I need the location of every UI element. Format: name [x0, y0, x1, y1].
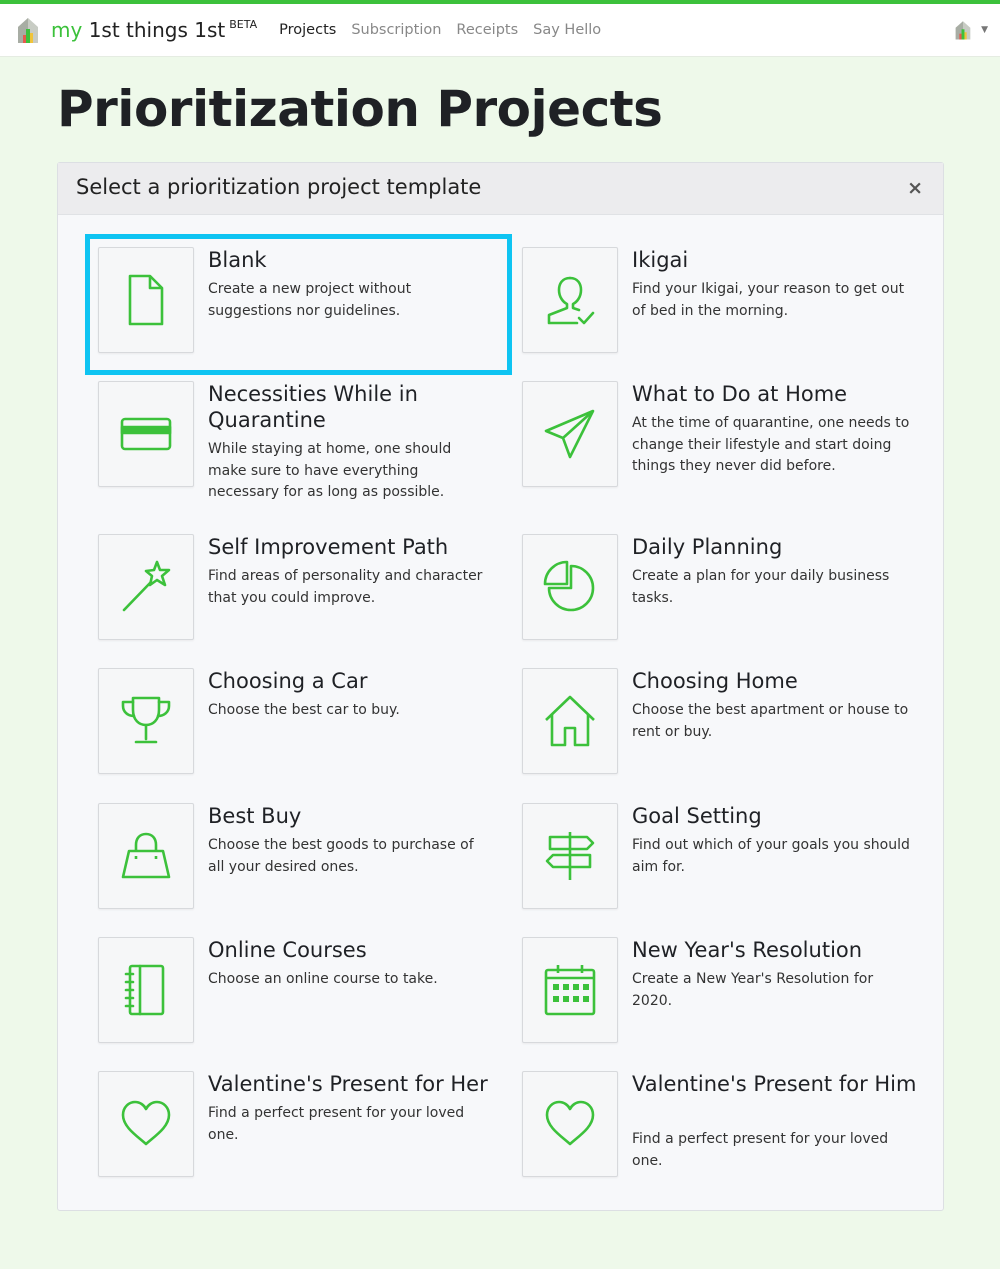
- nav-say-hello[interactable]: Say Hello: [533, 22, 602, 38]
- card-title: Necessities While in Quarantine: [208, 382, 418, 432]
- brand-name: [51, 18, 257, 42]
- brand-my: my: [51, 18, 83, 42]
- template-card-choosing-home[interactable]: [522, 668, 922, 788]
- shopping-bag-icon: [119, 829, 173, 883]
- card-description: At the time of quarantine, one needs to change their lifestyle and start doing things they never did before.: [632, 415, 910, 474]
- close-button[interactable]: ×: [907, 177, 923, 199]
- template-card-necessities[interactable]: [98, 381, 498, 501]
- card-description: Create a New Year's Resolution for 2020.: [632, 971, 874, 1009]
- user-avatar-icon: [953, 19, 973, 41]
- card-description: While staying at home, one should make sure to have everything necessary for as long as possible.: [208, 441, 452, 500]
- user-menu[interactable]: [953, 19, 988, 41]
- template-card-blank[interactable]: [98, 247, 498, 367]
- card-description: Create a plan for your daily business tasks.: [632, 568, 890, 606]
- brand[interactable]: [15, 15, 257, 45]
- icon-box: [98, 1071, 194, 1177]
- template-card-what-to-do-at-home[interactable]: [522, 381, 922, 501]
- icon-box: [98, 937, 194, 1043]
- nav-links: [279, 22, 616, 38]
- template-card-best-buy[interactable]: [98, 803, 498, 923]
- icon-box: [98, 247, 194, 353]
- card-description: Find your Ikigai, your reason to get out of bed in the morning.: [632, 281, 905, 319]
- card-title: Choosing Home: [632, 669, 798, 693]
- template-card-valentines-her[interactable]: [98, 1071, 498, 1191]
- template-card-daily-planning[interactable]: [522, 534, 922, 654]
- template-card-self-improvement[interactable]: [98, 534, 498, 654]
- icon-box: [98, 803, 194, 909]
- nav-projects[interactable]: Projects: [279, 22, 337, 38]
- chevron-down-icon: ▼: [981, 25, 988, 35]
- template-modal: [57, 162, 944, 1211]
- template-card-goal-setting[interactable]: [522, 803, 922, 923]
- pie-chart-icon: [543, 560, 597, 614]
- card-title: New Year's Resolution: [632, 938, 863, 962]
- card-description: Create a new project without suggestions nor guidelines.: [208, 281, 412, 319]
- card-description: Find a perfect present for your loved one.: [208, 1105, 465, 1143]
- card-title: Choosing a Car: [208, 669, 368, 693]
- modal-title: Select a prioritization project template: [76, 175, 482, 199]
- template-card-valentines-him[interactable]: [522, 1071, 922, 1191]
- trophy-icon: [119, 694, 173, 748]
- card-title: Blank: [208, 248, 267, 272]
- notebook-icon: [119, 963, 173, 1017]
- heart-icon: [119, 1097, 173, 1151]
- nav-receipts[interactable]: Receipts: [456, 22, 519, 38]
- brand-logo-icon: [15, 15, 41, 45]
- magic-wand-icon: [119, 560, 173, 614]
- paper-plane-icon: [543, 407, 597, 461]
- card-title: What to Do at Home: [632, 382, 848, 406]
- page-title: Prioritization Projects: [57, 80, 663, 138]
- calendar-icon: [543, 963, 597, 1017]
- card-title: Ikigai: [632, 248, 689, 272]
- card-description: Choose the best car to buy.: [208, 702, 400, 718]
- card-title: Best Buy: [208, 804, 302, 828]
- beta-badge: BETA: [229, 18, 258, 31]
- card-description: Find a perfect present for your loved one.: [632, 1131, 889, 1169]
- template-card-choosing-a-car[interactable]: [98, 668, 498, 788]
- card-title: Daily Planning: [632, 535, 783, 559]
- signpost-icon: [543, 829, 597, 883]
- home-icon: [543, 694, 597, 748]
- navbar: [0, 4, 1000, 57]
- template-card-new-years-resolution[interactable]: [522, 937, 922, 1057]
- icon-box: [98, 668, 194, 774]
- document-icon: [119, 273, 173, 327]
- card-title: Valentine's Present for Her: [208, 1072, 488, 1096]
- icon-box: [522, 803, 618, 909]
- card-description: Find out which of your goals you should aim for.: [632, 837, 910, 875]
- card-description: Choose the best apartment or house to rent or buy.: [632, 702, 909, 740]
- icon-box: [522, 1071, 618, 1177]
- card-title: Self Improvement Path: [208, 535, 449, 559]
- icon-box: [522, 534, 618, 640]
- brand-title: 1st things 1st: [88, 18, 226, 42]
- icon-box: [522, 247, 618, 353]
- nav-subscription[interactable]: Subscription: [351, 22, 442, 38]
- heart-icon: [543, 1097, 597, 1151]
- card-description: Choose an online course to take.: [208, 971, 438, 987]
- card-description: Choose the best goods to purchase of all your desired ones.: [208, 837, 474, 875]
- template-card-ikigai[interactable]: [522, 247, 922, 367]
- card-title: Goal Setting: [632, 804, 762, 828]
- template-card-online-courses[interactable]: [98, 937, 498, 1057]
- icon-box: [98, 381, 194, 487]
- card-title: Online Courses: [208, 938, 367, 962]
- card-title: Valentine's Present for Him: [632, 1072, 917, 1096]
- icon-box: [522, 381, 618, 487]
- card-description: Find areas of personality and character that you could improve.: [208, 568, 483, 606]
- user-check-icon: [543, 273, 597, 327]
- modal-header: [58, 163, 943, 215]
- icon-box: [522, 937, 618, 1043]
- icon-box: [98, 534, 194, 640]
- icon-box: [522, 668, 618, 774]
- credit-card-icon: [119, 407, 173, 461]
